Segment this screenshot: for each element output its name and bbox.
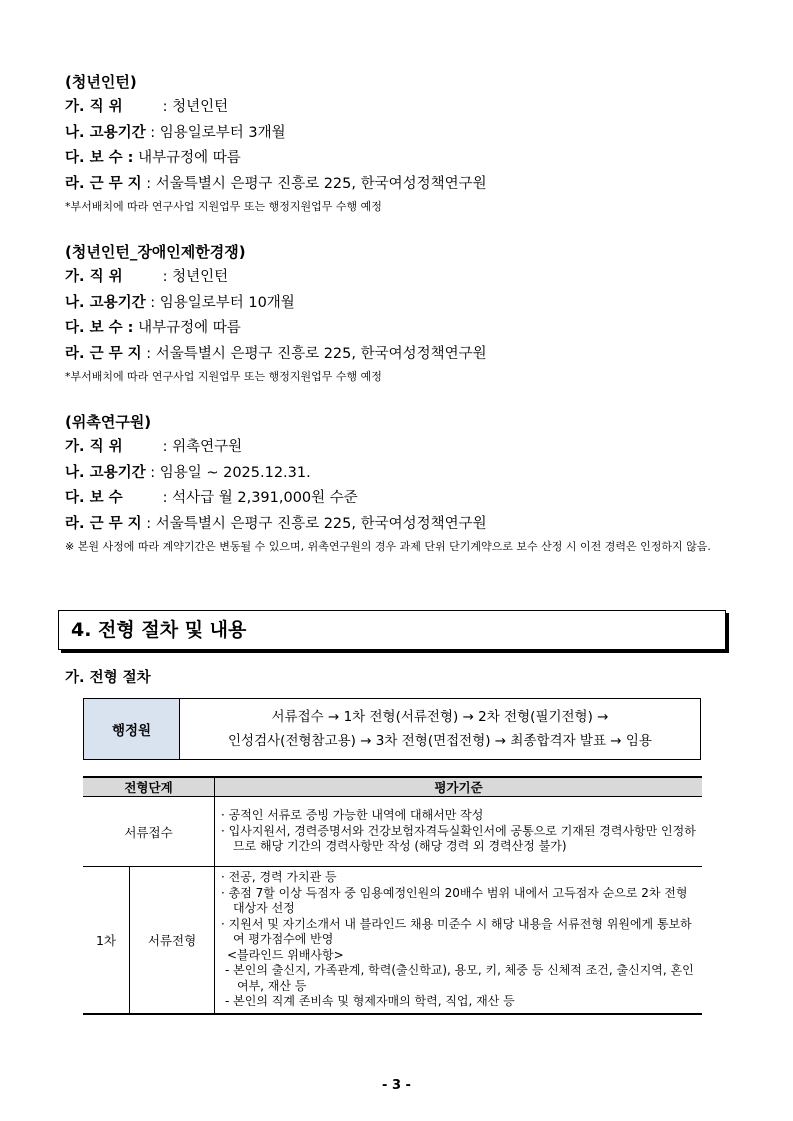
row-value: 서울특별시 은평구 진흥로 225, 한국여성정책연구원 [155,515,487,532]
row-sep: : [158,439,173,455]
criteria-item: · 입사지원서, 경력증명서와 건강보험자격득실확인서에 공통으로 기재된 경력사항만 인정하므로 해당 기간의 경력사항만 작성 (해당 경력 외 경력산정 불가) [221,823,696,854]
criteria-item: · 지원서 및 자기소개서 내 블라인드 채용 미준수 시 해당 내용을 서류전형 위원에게 통보하여 평가점수에 반영 [221,916,692,946]
period-row [65,121,745,147]
table-row [83,797,702,867]
row-label: 라. 근 무 지 [65,345,142,362]
section-youth-intern [65,70,745,217]
criteria-cell [215,797,703,867]
process-box [83,698,701,760]
workplace-row [65,172,745,198]
row-label: 가. 직 위 [65,269,123,285]
row-value: 임용일로부터 10개월 [159,294,295,311]
page-number: - 3 - [382,1078,411,1093]
row-value: 서울특별시 은평구 진흥로 225, 한국여성정책연구원 [155,345,487,362]
row-sep: : [158,99,173,115]
pay-row [65,146,745,172]
col-header-stage: 전형단계 [83,777,215,797]
period-row [65,461,745,487]
position-row [65,95,745,121]
row-label: 라. 근 무 지 [65,175,142,192]
process-flow [180,699,700,759]
row-sep: : [141,515,156,532]
row-label: 다. 보 수 [65,490,123,506]
blind-heading: <블라인드 위배사항> [227,947,344,962]
row-label: 나. 고용기간 [65,294,146,311]
row-sep: : [141,345,156,362]
row-value: 임용일 ~ 2025.12.31. [159,464,311,481]
row-label: 다. 보 수 : [65,150,134,166]
row-sep: : [158,269,173,285]
row-sep: : [158,490,173,506]
row-label: 나. 고용기간 [65,124,146,141]
section-note: *부서배치에 따라 연구사업 지원업무 또는 행정지원업무 수행 예정 [65,200,382,213]
criteria-item: · 총점 7할 이상 득점자 중 임용예정인원의 20배수 범위 내에서 고득점자 순으로 2차 전형 대상자 선정 [221,885,688,915]
position-row [65,435,745,461]
section-4-title: 4. 전형 절차 및 내용 [58,610,726,650]
pay-row [65,486,745,512]
stage-cell: 서류전형 [130,867,215,1014]
row-value: 내부규정에 따름 [138,150,241,166]
col-header-criteria: 평가기준 [215,777,703,797]
subheading-process: 가. 전형 절차 [65,670,151,686]
process-line-2: 인성검사(전형참고용) → 3차 전형(면접전형) → 최종합격자 발표 → 임용 [228,733,652,749]
period-row [65,291,745,317]
row-value: 청년인턴 [172,99,229,115]
row-value: 서울특별시 은평구 진흥로 225, 한국여성정책연구원 [155,175,487,192]
process-line-1: 서류접수 → 1차 전형(서류전형) → 2차 전형(필기전형) → [271,709,609,725]
process-label: 행정원 [84,699,180,759]
section-youth-intern-disability [65,240,745,387]
row-label: 나. 고용기간 [65,464,146,481]
workplace-row [65,512,745,538]
section-note: ※ 본원 사정에 따라 계약기간은 변동될 수 있으며, 위촉연구원의 경우 과제 단위 단기계약으로 보수 산정 시 이전 경력은 인정하지 않음. [65,540,711,553]
section-note: *부서배치에 따라 연구사업 지원업무 또는 행정지원업무 수행 예정 [65,370,382,383]
row-sep: : [141,175,156,192]
row-sep: : [145,464,160,481]
round-cell: 1차 [83,867,130,1014]
row-label: 가. 직 위 [65,99,123,115]
blind-item: - 본인의 출신지, 가족관계, 학력(출신학교), 용모, 키, 체중 등 신체적 조건, 출신지역, 혼인여부, 재산 등 [225,963,694,993]
row-label: 다. 보 수 : [65,320,134,336]
section-heading: (청년인턴_장애인제한경쟁) [65,243,246,261]
row-sep: : [145,294,160,311]
evaluation-table [83,776,702,1015]
row-value: 임용일로부터 3개월 [159,124,286,141]
row-value: 청년인턴 [172,269,229,285]
row-label: 라. 근 무 지 [65,515,142,532]
section-heading: (위촉연구원) [65,413,152,431]
section-heading: (청년인턴) [65,73,137,91]
blind-item: - 본인의 직계 존비속 및 형제자매의 학력, 직업, 재산 등 [225,994,515,1008]
row-value: 석사급 월 2,391,000원 수준 [172,490,358,506]
row-sep: : [145,124,160,141]
criteria-item: · 전공, 경력 가치관 등 [221,870,337,884]
criteria-item: · 공적인 서류로 증빙 가능한 내역에 대해서만 작성 [221,808,484,823]
row-value: 내부규정에 따름 [138,320,241,336]
pay-row [65,316,745,342]
criteria-cell [215,867,703,1014]
table-row [83,867,702,1014]
section-commissioned-researcher [65,410,745,556]
position-row [65,265,745,291]
stage-cell: 서류접수 [83,797,215,867]
table-header-row [83,777,702,797]
row-label: 가. 직 위 [65,439,123,455]
row-value: 위촉연구원 [172,439,243,455]
workplace-row [65,342,745,368]
